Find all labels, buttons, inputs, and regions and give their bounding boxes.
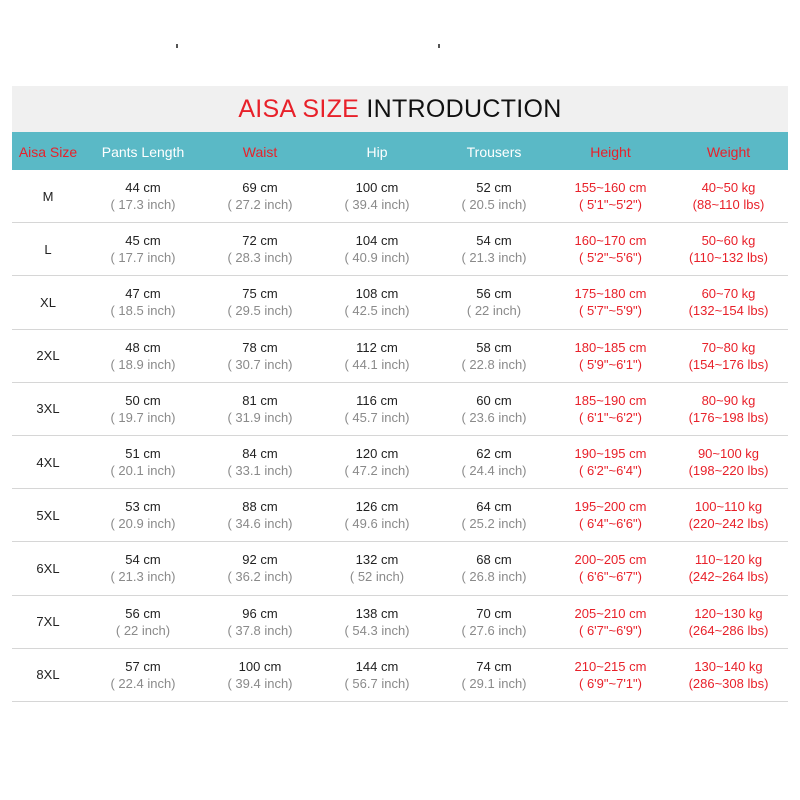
waist-cell bbox=[202, 170, 318, 222]
height-cell bbox=[552, 383, 669, 435]
imperial-value: ( 5'7"~5'9") bbox=[579, 303, 642, 319]
hip-cell bbox=[318, 383, 436, 435]
metric-value: 69 cm bbox=[242, 180, 278, 196]
metric-value: 54 cm bbox=[125, 552, 161, 568]
top-marks bbox=[176, 44, 440, 48]
imperial-value: (176~198 lbs) bbox=[688, 409, 769, 425]
pants-length-cell bbox=[84, 489, 202, 541]
weight-cell bbox=[669, 436, 788, 488]
imperial-value: ( 31.9 inch) bbox=[227, 409, 293, 425]
trousers-cell bbox=[436, 330, 552, 382]
size-label: XL bbox=[40, 294, 56, 310]
metric-value: 60 cm bbox=[476, 392, 512, 408]
metric-value: 44 cm bbox=[125, 180, 161, 196]
metric-value: 108 cm bbox=[355, 286, 399, 302]
metric-value: 96 cm bbox=[242, 605, 278, 621]
metric-value: 80~90 kg bbox=[701, 392, 756, 408]
size-label: M bbox=[42, 188, 54, 204]
table-row bbox=[12, 436, 788, 489]
pants-length-cell bbox=[84, 170, 202, 222]
waist-cell bbox=[202, 596, 318, 648]
hip-cell bbox=[318, 489, 436, 541]
metric-value: 56 cm bbox=[125, 605, 161, 621]
waist-cell bbox=[202, 542, 318, 594]
imperial-value: ( 44.1 inch) bbox=[344, 356, 410, 372]
metric-value: 88 cm bbox=[242, 499, 278, 515]
height-cell bbox=[552, 276, 669, 328]
metric-value: 138 cm bbox=[355, 605, 399, 621]
trousers-cell bbox=[436, 542, 552, 594]
table-row bbox=[12, 542, 788, 595]
metric-value: 52 cm bbox=[476, 180, 512, 196]
imperial-value: ( 17.3 inch) bbox=[110, 197, 176, 213]
metric-value: 100 cm bbox=[238, 658, 282, 674]
header-hip: Hip bbox=[366, 144, 388, 160]
weight-cell bbox=[669, 383, 788, 435]
pants-length-cell bbox=[84, 276, 202, 328]
header-waist: Waist bbox=[242, 144, 278, 160]
tick-mark bbox=[438, 44, 440, 48]
metric-value: 70~80 kg bbox=[701, 339, 756, 355]
metric-value: 57 cm bbox=[125, 658, 161, 674]
metric-value: 50~60 kg bbox=[701, 233, 756, 249]
metric-value: 45 cm bbox=[125, 233, 161, 249]
imperial-value: ( 6'2"~6'4") bbox=[579, 463, 642, 479]
metric-value: 68 cm bbox=[476, 552, 512, 568]
height-cell bbox=[552, 542, 669, 594]
imperial-value: ( 23.6 inch) bbox=[461, 409, 527, 425]
metric-value: 56 cm bbox=[476, 286, 512, 302]
imperial-value: ( 21.3 inch) bbox=[110, 569, 176, 585]
metric-value: 60~70 kg bbox=[701, 286, 756, 302]
trousers-cell bbox=[436, 223, 552, 275]
weight-cell bbox=[669, 649, 788, 701]
imperial-value: ( 26.8 inch) bbox=[461, 569, 527, 585]
metric-value: 100 cm bbox=[355, 180, 399, 196]
imperial-value: ( 22 inch) bbox=[466, 303, 522, 319]
imperial-value: (242~264 lbs) bbox=[688, 569, 769, 585]
pants-length-cell bbox=[84, 542, 202, 594]
metric-value: 84 cm bbox=[242, 446, 278, 462]
imperial-value: ( 6'7"~6'9") bbox=[579, 622, 642, 638]
height-cell bbox=[552, 489, 669, 541]
metric-value: 48 cm bbox=[125, 339, 161, 355]
metric-value: 64 cm bbox=[476, 499, 512, 515]
imperial-value: (110~132 lbs) bbox=[689, 250, 768, 266]
imperial-value: ( 17.7 inch) bbox=[110, 250, 176, 266]
title-rest: INTRODUCTION bbox=[366, 95, 562, 123]
hip-cell bbox=[318, 223, 436, 275]
height-cell bbox=[552, 436, 669, 488]
waist-cell bbox=[202, 489, 318, 541]
metric-value: 47 cm bbox=[125, 286, 161, 302]
imperial-value: ( 19.7 inch) bbox=[110, 409, 176, 425]
metric-value: 160~170 cm bbox=[574, 233, 647, 249]
table-row bbox=[12, 170, 788, 223]
height-cell bbox=[552, 330, 669, 382]
header-aisa-size: Aisa Size bbox=[18, 144, 78, 160]
imperial-value: ( 25.2 inch) bbox=[461, 516, 527, 532]
table-row bbox=[12, 596, 788, 649]
hip-cell bbox=[318, 596, 436, 648]
metric-value: 53 cm bbox=[125, 499, 161, 515]
metric-value: 144 cm bbox=[355, 658, 399, 674]
size-label: 4XL bbox=[36, 454, 60, 470]
imperial-value: (198~220 lbs) bbox=[688, 463, 769, 479]
imperial-value: ( 6'1"~6'2") bbox=[579, 409, 642, 425]
metric-value: 120~130 kg bbox=[694, 605, 763, 621]
hip-cell bbox=[318, 276, 436, 328]
imperial-value: ( 20.9 inch) bbox=[110, 516, 176, 532]
trousers-cell bbox=[436, 276, 552, 328]
imperial-value: (154~176 lbs) bbox=[688, 356, 769, 372]
imperial-value: (286~308 lbs) bbox=[688, 675, 769, 691]
weight-cell bbox=[669, 542, 788, 594]
weight-cell bbox=[669, 223, 788, 275]
imperial-value: ( 28.3 inch) bbox=[227, 250, 293, 266]
imperial-value: ( 40.9 inch) bbox=[344, 250, 410, 266]
metric-value: 210~215 cm bbox=[574, 658, 647, 674]
metric-value: 126 cm bbox=[355, 499, 399, 515]
metric-value: 112 cm bbox=[356, 339, 398, 355]
pants-length-cell bbox=[84, 436, 202, 488]
height-cell bbox=[552, 223, 669, 275]
imperial-value: ( 52 inch) bbox=[349, 569, 405, 585]
imperial-value: ( 29.5 inch) bbox=[227, 303, 293, 319]
imperial-value: ( 5'2"~5'6") bbox=[579, 250, 642, 266]
imperial-value: ( 30.7 inch) bbox=[227, 356, 293, 372]
hip-cell bbox=[318, 542, 436, 594]
metric-value: 100~110 kg bbox=[694, 499, 763, 515]
metric-value: 51 cm bbox=[125, 446, 161, 462]
metric-value: 104 cm bbox=[355, 233, 399, 249]
size-label: 6XL bbox=[36, 560, 60, 576]
size-label: 8XL bbox=[36, 667, 60, 683]
metric-value: 62 cm bbox=[476, 446, 512, 462]
waist-cell bbox=[202, 383, 318, 435]
weight-cell bbox=[669, 596, 788, 648]
metric-value: 200~205 cm bbox=[574, 552, 647, 568]
metric-value: 72 cm bbox=[242, 233, 278, 249]
size-label: L bbox=[44, 241, 52, 257]
trousers-cell bbox=[436, 596, 552, 648]
height-cell bbox=[552, 649, 669, 701]
imperial-value: ( 27.6 inch) bbox=[461, 622, 527, 638]
table-row bbox=[12, 330, 788, 383]
metric-value: 81 cm bbox=[242, 392, 278, 408]
hip-cell bbox=[318, 649, 436, 701]
metric-value: 70 cm bbox=[476, 605, 512, 621]
imperial-value: ( 22.4 inch) bbox=[110, 675, 176, 691]
size-label: 2XL bbox=[36, 348, 60, 364]
waist-cell bbox=[202, 330, 318, 382]
imperial-value: ( 6'9"~7'1") bbox=[579, 675, 642, 691]
imperial-value: ( 6'6"~6'7") bbox=[579, 569, 642, 585]
imperial-value: ( 39.4 inch) bbox=[344, 197, 410, 213]
weight-cell bbox=[669, 276, 788, 328]
trousers-cell bbox=[436, 649, 552, 701]
waist-cell bbox=[202, 223, 318, 275]
imperial-value: ( 5'1"~5'2") bbox=[579, 197, 642, 213]
imperial-value: ( 45.7 inch) bbox=[344, 409, 410, 425]
imperial-value: ( 27.2 inch) bbox=[227, 197, 293, 213]
height-cell bbox=[552, 170, 669, 222]
imperial-value: ( 22 inch) bbox=[115, 622, 171, 638]
metric-value: 110~120 kg bbox=[694, 552, 763, 568]
waist-cell bbox=[202, 649, 318, 701]
title-highlight: AISA SIZE bbox=[238, 95, 360, 123]
metric-value: 155~160 cm bbox=[574, 180, 647, 196]
header-pants-length: Pants Length bbox=[101, 144, 185, 160]
weight-cell bbox=[669, 489, 788, 541]
trousers-cell bbox=[436, 383, 552, 435]
metric-value: 116 cm bbox=[356, 392, 398, 408]
imperial-value: ( 33.1 inch) bbox=[227, 463, 293, 479]
table-header bbox=[12, 132, 788, 170]
metric-value: 130~140 kg bbox=[694, 658, 763, 674]
table-row bbox=[12, 489, 788, 542]
imperial-value: ( 36.2 inch) bbox=[227, 569, 293, 585]
metric-value: 40~50 kg bbox=[701, 180, 756, 196]
header-trousers: Trousers bbox=[466, 144, 522, 160]
title-banner bbox=[12, 86, 788, 132]
hip-cell bbox=[318, 436, 436, 488]
height-cell bbox=[552, 596, 669, 648]
trousers-cell bbox=[436, 436, 552, 488]
imperial-value: (264~286 lbs) bbox=[688, 622, 769, 638]
table-row bbox=[12, 223, 788, 276]
imperial-value: ( 22.8 inch) bbox=[461, 356, 527, 372]
metric-value: 90~100 kg bbox=[697, 446, 760, 462]
imperial-value: ( 56.7 inch) bbox=[344, 675, 410, 691]
hip-cell bbox=[318, 170, 436, 222]
trousers-cell bbox=[436, 489, 552, 541]
imperial-value: ( 5'9"~6'1") bbox=[579, 356, 642, 372]
metric-value: 185~190 cm bbox=[574, 392, 647, 408]
size-label: 3XL bbox=[36, 401, 60, 417]
metric-value: 195~200 cm bbox=[574, 499, 647, 515]
metric-value: 120 cm bbox=[355, 446, 399, 462]
metric-value: 78 cm bbox=[242, 339, 278, 355]
metric-value: 50 cm bbox=[125, 392, 161, 408]
trousers-cell bbox=[436, 170, 552, 222]
waist-cell bbox=[202, 436, 318, 488]
weight-cell bbox=[669, 170, 788, 222]
imperial-value: ( 18.5 inch) bbox=[110, 303, 176, 319]
imperial-value: ( 39.4 inch) bbox=[227, 675, 293, 691]
imperial-value: ( 18.9 inch) bbox=[110, 356, 176, 372]
size-table-body bbox=[12, 170, 788, 702]
size-label: 5XL bbox=[36, 507, 60, 523]
imperial-value: ( 29.1 inch) bbox=[461, 675, 527, 691]
imperial-value: ( 20.5 inch) bbox=[461, 197, 527, 213]
header-height: Height bbox=[590, 144, 631, 160]
tick-mark bbox=[176, 44, 178, 48]
pants-length-cell bbox=[84, 223, 202, 275]
imperial-value: ( 24.4 inch) bbox=[461, 463, 527, 479]
imperial-value: ( 34.6 inch) bbox=[227, 516, 293, 532]
weight-cell bbox=[669, 330, 788, 382]
imperial-value: ( 47.2 inch) bbox=[344, 463, 410, 479]
pants-length-cell bbox=[84, 383, 202, 435]
imperial-value: ( 37.8 inch) bbox=[227, 622, 293, 638]
pants-length-cell bbox=[84, 330, 202, 382]
pants-length-cell bbox=[84, 649, 202, 701]
table-row bbox=[12, 649, 788, 702]
imperial-value: ( 20.1 inch) bbox=[110, 463, 176, 479]
imperial-value: ( 42.5 inch) bbox=[344, 303, 410, 319]
pants-length-cell bbox=[84, 596, 202, 648]
metric-value: 75 cm bbox=[242, 286, 278, 302]
metric-value: 175~180 cm bbox=[574, 286, 647, 302]
size-label: 7XL bbox=[36, 614, 60, 630]
metric-value: 92 cm bbox=[242, 552, 278, 568]
metric-value: 132 cm bbox=[355, 552, 399, 568]
imperial-value: ( 6'4"~6'6") bbox=[579, 516, 642, 532]
imperial-value: ( 49.6 inch) bbox=[344, 516, 410, 532]
header-weight: Weight bbox=[706, 144, 751, 160]
metric-value: 54 cm bbox=[476, 233, 512, 249]
table-row bbox=[12, 383, 788, 436]
hip-cell bbox=[318, 330, 436, 382]
metric-value: 74 cm bbox=[476, 658, 512, 674]
metric-value: 58 cm bbox=[476, 339, 512, 355]
metric-value: 180~185 cm bbox=[574, 339, 647, 355]
waist-cell bbox=[202, 276, 318, 328]
imperial-value: (88~110 lbs) bbox=[692, 197, 765, 213]
imperial-value: (220~242 lbs) bbox=[688, 516, 769, 532]
metric-value: 190~195 cm bbox=[574, 446, 647, 462]
imperial-value: ( 54.3 inch) bbox=[344, 622, 410, 638]
imperial-value: ( 21.3 inch) bbox=[461, 250, 527, 266]
metric-value: 205~210 cm bbox=[574, 605, 647, 621]
imperial-value: (132~154 lbs) bbox=[688, 303, 769, 319]
table-row bbox=[12, 276, 788, 329]
